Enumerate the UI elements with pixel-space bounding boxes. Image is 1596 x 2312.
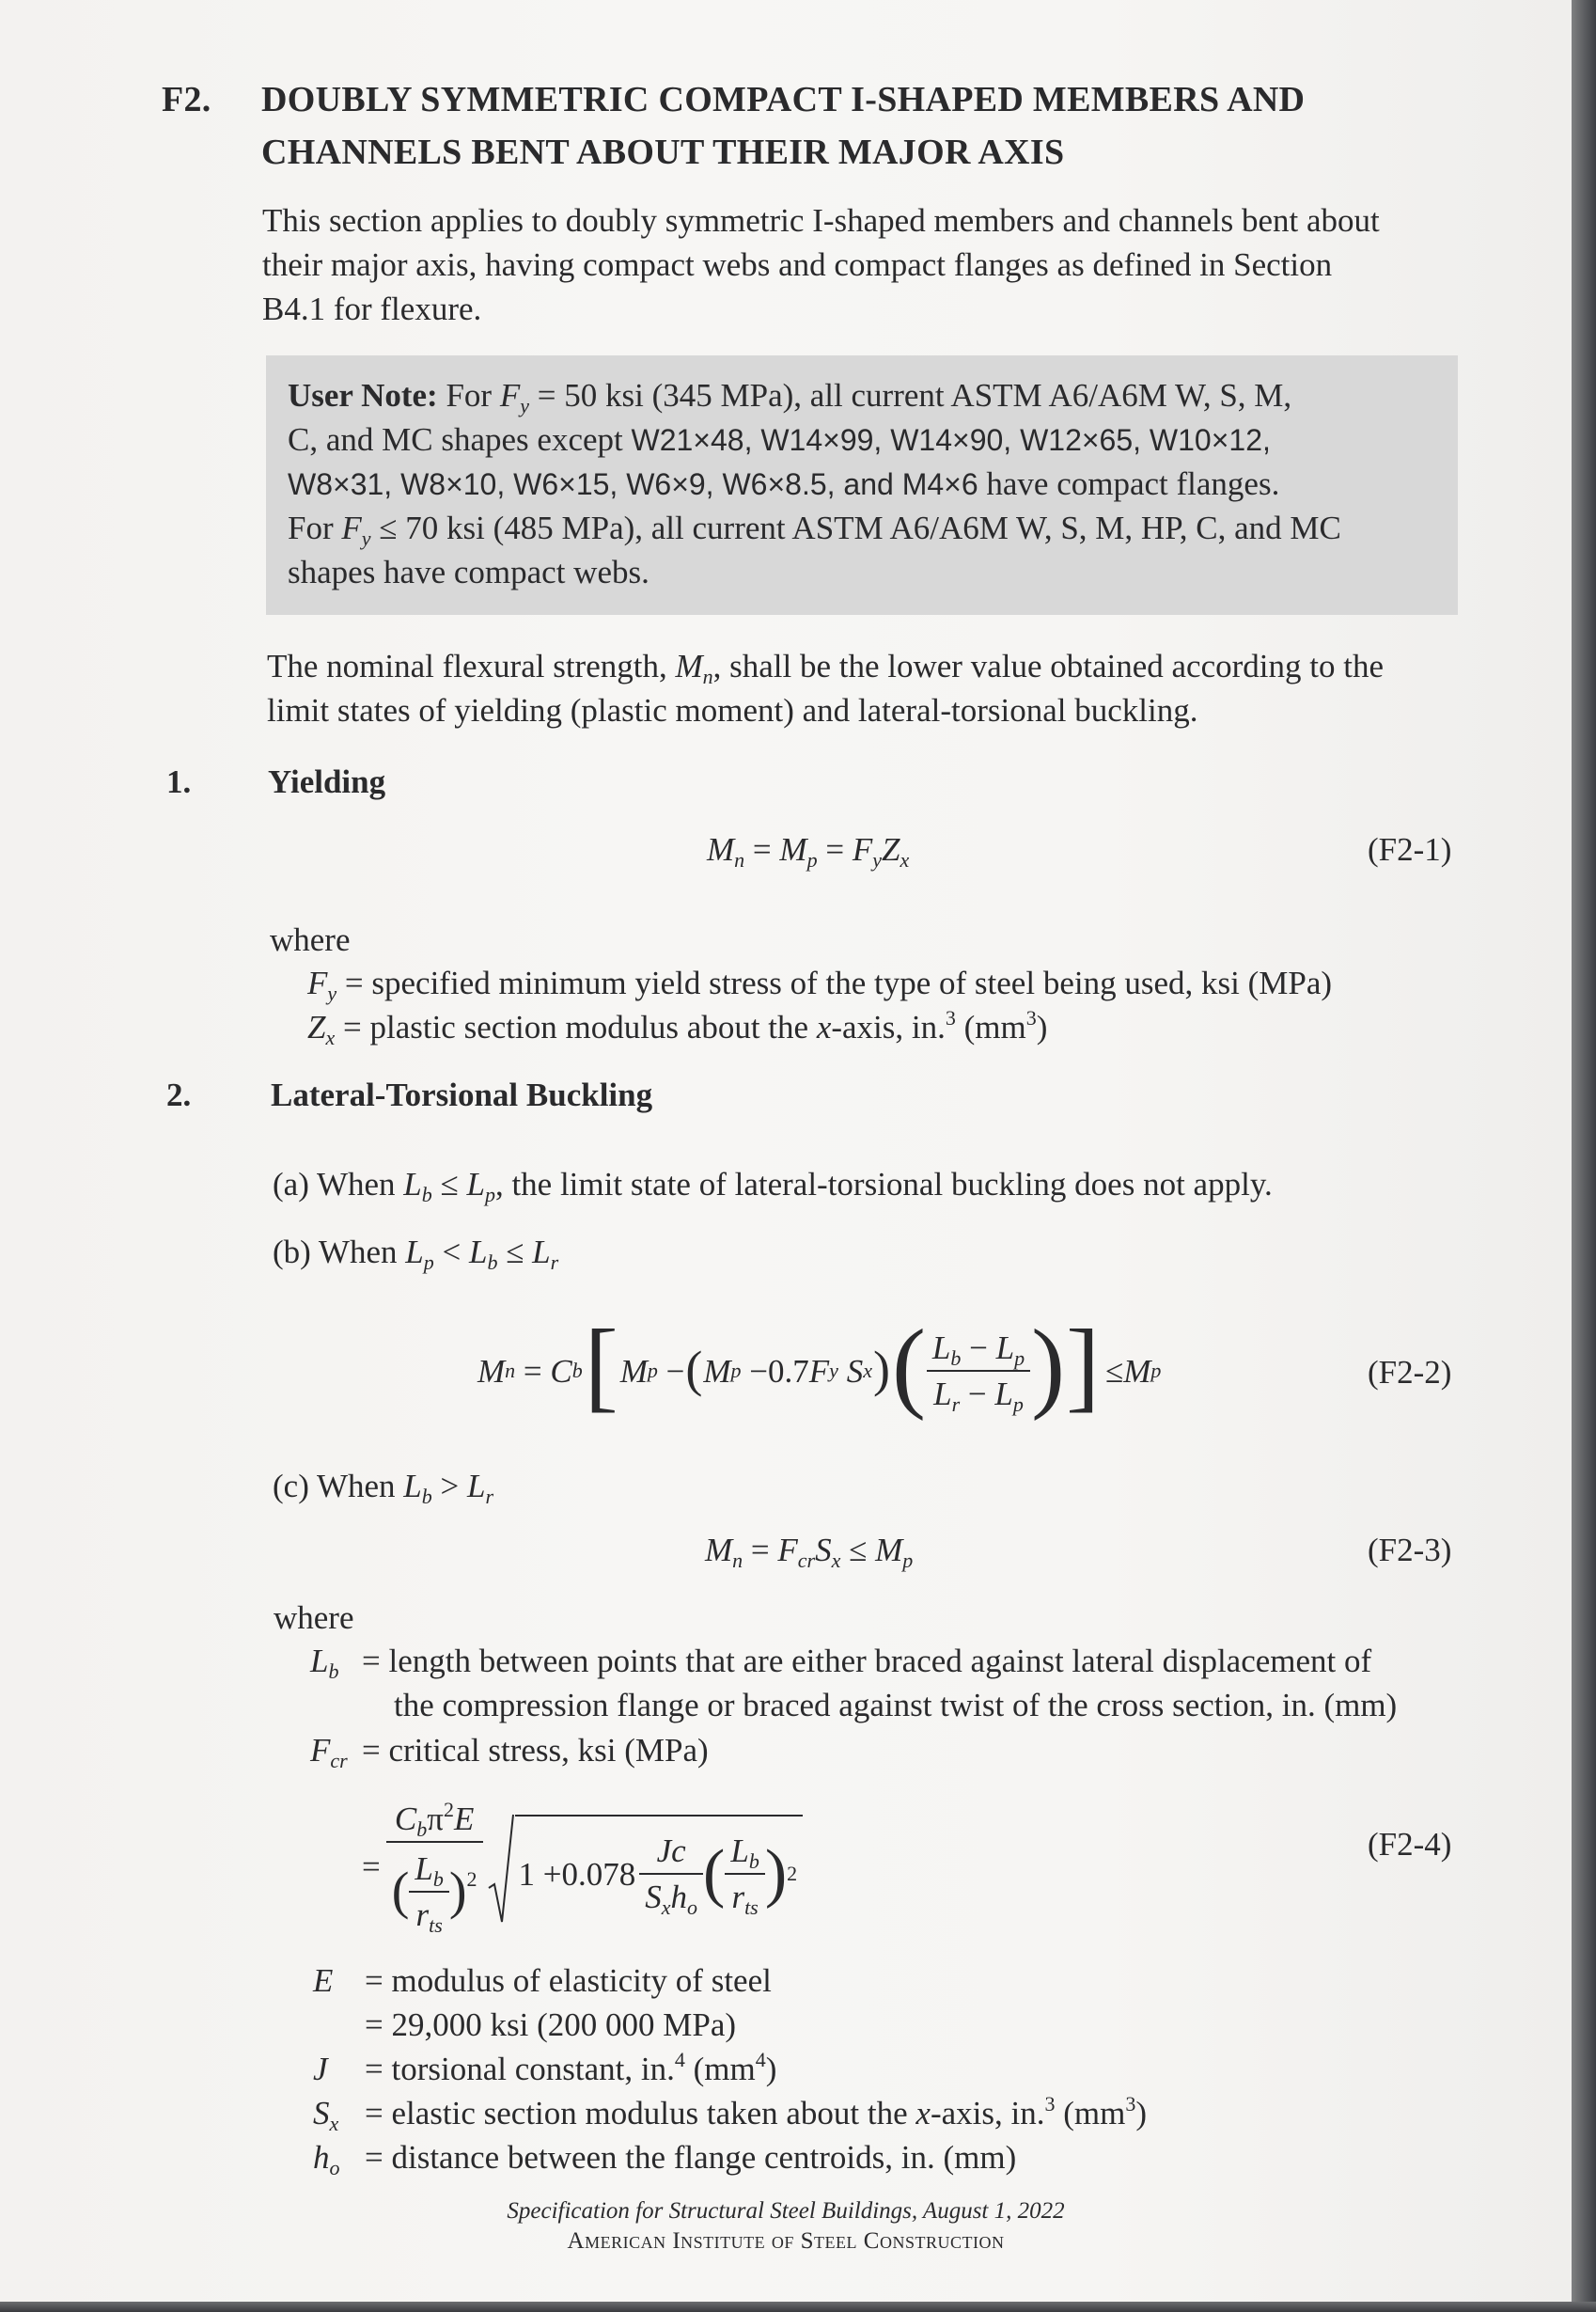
page-bottom-shadow [0, 2302, 1596, 2312]
lb-definition-1: = length between points that are either braced against lateral displacement of [362, 1643, 1372, 1679]
intro-line-1: This section applies to doubly symmetric I-shaped members and channels bent about [262, 202, 1380, 239]
yielding-title: Yielding [268, 763, 386, 800]
e-definition-2: = 29,000 ksi (200 000 MPa) [365, 2006, 737, 2043]
fy-definition: $F_y$ = specified minimum yield stress of the type of steel being used, ksi (MPa) [307, 965, 1333, 1005]
ho-symbol: $h_o$ [313, 2139, 340, 2179]
page-edge-shadow [1572, 0, 1596, 2312]
intro-line-3: B4.1 for flexure. [262, 291, 482, 327]
eq-label-f2-2: (F2-2) [1368, 1354, 1452, 1391]
equation-f2-2: M n = C b [ M p − ( M p − 0.7 F y S x ) ( $\frac{L_b - L_p}{L_r - L_p}$ ) ] ≤ M p [477, 1310, 1162, 1422]
fcr-main-fraction: $C_b\pi^2E$ ( $\frac{L_b}{r_{ts}}$ )$^2$ [386, 1797, 483, 1937]
user-note-line-4: For $F_y \le 70$ ksi (485 MPa), all current ASTM A6/A6M W, S, M, HP, C, and MC [288, 510, 1341, 550]
fcr-symbol: $F_{cr}$ [310, 1732, 348, 1772]
nominal-line-1: The nominal flexural strength, $M_n$, shall be the lower value obtained according to the [267, 648, 1384, 688]
e-symbol: E [313, 1962, 334, 1999]
sqrt-term: 1 + 0.078 $\frac{Jc}{S_xh_o}$ ( $\frac{L_b}{r_{ts}}$ ) 2 [487, 1807, 804, 1926]
ltb-fraction: $\frac{L_b - L_p}{L_r - L_p}$ [927, 1326, 1030, 1416]
user-note-line-5: shapes have compact webs. [288, 554, 649, 590]
ltb-where: where [274, 1599, 354, 1636]
j-definition: = torsional constant, in.$^4$ $(mm^4)$ [365, 2048, 777, 2087]
footer-spec-title: Specification for Structural Steel Buildings, August 1, 2022 [507, 2198, 1065, 2224]
fcr-definition: = critical stress, ksi (MPa) [362, 1732, 709, 1769]
section-title-line1: DOUBLY SYMMETRIC COMPACT I-SHAPED MEMBERS AND [261, 80, 1306, 119]
intro-line-2: their major axis, having compact webs and compact flanges as defined in Section [262, 246, 1333, 283]
zx-definition: $Z_x$ = plastic section modulus about the x-axis, in.$^3$ $(mm^3)$ [307, 1006, 1048, 1049]
eq-label-f2-3: (F2-3) [1368, 1532, 1452, 1568]
j-symbol: J [313, 2051, 328, 2087]
equation-f2-4: = $C_b\pi^2E$ ( $\frac{L_b}{r_{ts}}$ )$^2$ 1 + 0.078 $\frac{Jc}{S_xh_o}$ ( $\frac{L_b}{r_{ts}}$ ) 2 [362, 1772, 803, 1960]
sx-symbol: $S_x$ [313, 2095, 339, 2135]
equation-f2-3: $M_n = F_{cr}S_x \le M_p$ [705, 1532, 914, 1572]
footer-publisher: American Institute of Steel Construction [567, 2228, 1005, 2254]
e-definition-1: = modulus of elasticity of steel [365, 1962, 772, 1999]
user-note-line-2: C, and MC shapes except W21×48, W14×99, W14×90, W12×65, W10×12, [288, 421, 1271, 458]
user-note-label: User Note: [288, 377, 438, 414]
eq-label-f2-1: (F2-1) [1368, 831, 1452, 868]
sx-definition: = elastic section modulus taken about the x-axis, in.$^3$ $(mm^3)$ [365, 2092, 1147, 2131]
nominal-line-2: limit states of yielding (plastic moment) and lateral-torsional buckling. [267, 692, 1198, 729]
radical-sign [487, 1813, 515, 1926]
ltb-case-b: (b) When $L_p < L_b \le L_r$ [273, 1234, 559, 1274]
section-title-line2: CHANNELS BENT ABOUT THEIR MAJOR AXIS [261, 133, 1065, 172]
ltb-case-c: (c) When $L_b > L_r$ [273, 1468, 494, 1508]
yielding-number: 1. [166, 763, 192, 800]
ltb-title: Lateral-Torsional Buckling [271, 1077, 653, 1113]
lb-definition-2: the compression flange or braced against twist of the cross section, in. (mm) [394, 1687, 1398, 1723]
eq-label-f2-4: (F2-4) [1368, 1826, 1452, 1863]
ltb-number: 2. [166, 1077, 192, 1113]
user-note-line-1: User Note: For $F_y = 50$ ksi (345 MPa), all current ASTM A6/A6M W, S, M, [288, 377, 1292, 417]
lb-symbol: $L_b$ [310, 1643, 339, 1683]
ltb-case-a: (a) When $L_b \le L_p$, the limit state of lateral-torsional buckling does not apply. [273, 1166, 1273, 1206]
user-note-line-3: W8×31, W8×10, W6×15, W6×9, W6×8.5, and M4×6 have compact flanges. [288, 465, 1280, 502]
ho-definition: = distance between the flange centroids, in. (mm) [365, 2139, 1017, 2176]
equation-f2-1: $M_n = M_p = F_yZ_x$ [707, 831, 910, 872]
yielding-where: where [270, 921, 351, 958]
section-number: F2. [162, 80, 211, 119]
